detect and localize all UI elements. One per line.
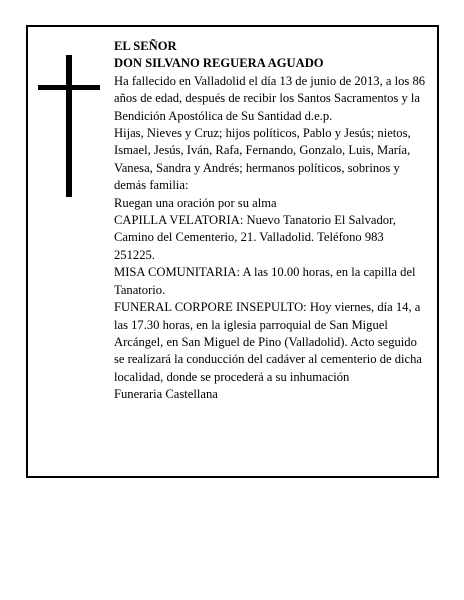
cross-icon-crossbar (38, 85, 100, 90)
funeral-info: FUNERAL CORPORE INSEPULTO: Hoy viernes, día 14, a las 17.30 horas, en la iglesia parroquial de San Miguel Arcángel, en San Miguel de Pino (Valladolid). Acto seguido se realizará la conducción del cadáver al cementerio de dicha localidad, donde se procederá a su inhumación (114, 300, 423, 384)
deceased-name: DON SILVANO REGUERA AGUADO (114, 56, 324, 71)
announcement-paragraph: Ha fallecido en Valladolid el día 13 de junio de 2013, a los 86 años de edad, después de recibir los Santos Sacramentos y la Bendición Apostólica de Su Santidad d.e.p. (114, 73, 426, 123)
wake-info: CAPILLA VELATORIA: Nuevo Tanatorio El Salvador, Camino del Cementerio, 21. Valladolid. Teléfono 983 251225. (114, 213, 396, 262)
cross-icon (66, 55, 72, 197)
obituary-text (114, 38, 426, 404)
funeral-home: Funeraria Castellana (114, 387, 218, 402)
title-line-1: EL SEÑOR (114, 39, 177, 53)
family-paragraph: Hijas, Nieves y Cruz; hijos políticos, Pablo y Jesús; nietos, Ismael, Jesús, Iván, Rafa, Fernando, Gonzalo, Luis, María, Vanesa, Sandra y Andrés; hermanos políticos, sobrinos y demás familia: (114, 126, 411, 193)
prayer-request: Ruegan una oración por su alma (114, 195, 277, 210)
mass-info: MISA COMUNITARIA: A las 10.00 horas, en la capilla del Tanatorio. (114, 265, 416, 297)
